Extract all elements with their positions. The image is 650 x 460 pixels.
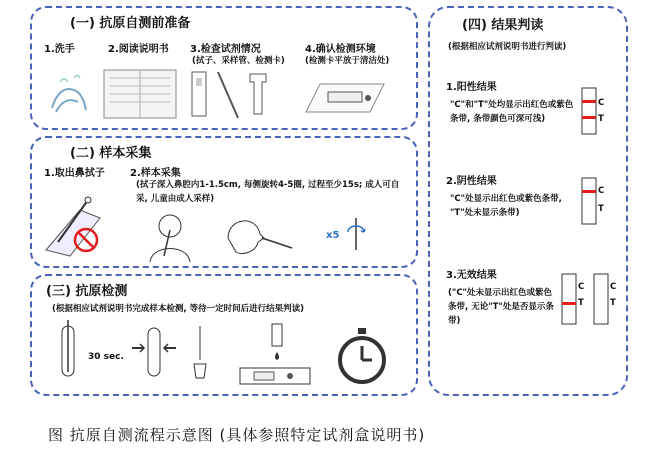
invalid-strip-2-icon	[592, 272, 622, 326]
sampling-desc: (拭子深入鼻腔内1-1.5cm, 每侧旋转4-5圈, 过程至少15s; 成人可自采, 儿童由成人采样)	[136, 180, 400, 204]
timer-label: 30 sec.	[88, 352, 124, 362]
step-sampling: 2.样本采集	[130, 168, 181, 179]
person-self-swab-icon	[140, 210, 200, 264]
kit-icon	[188, 66, 278, 124]
result-subtitle: (根据相应试剂说明书进行判读)	[448, 42, 567, 52]
swab-rotate-icon	[342, 214, 372, 254]
prep-title: (一) 抗原自测前准备	[70, 16, 191, 31]
stopwatch-icon	[332, 326, 392, 386]
dropper-tube-icon	[190, 324, 210, 384]
positive-title: 1.阳性结果	[446, 82, 497, 93]
step-take-swab: 1.取出鼻拭子	[44, 168, 105, 179]
rotate-count-label: x5	[326, 230, 340, 241]
negative-t-label: T	[598, 204, 604, 214]
wash-hands-icon	[44, 70, 94, 120]
invalid2-t-label: T	[610, 298, 616, 308]
step-read-manual: 2.阅读说明书	[108, 44, 169, 55]
invalid2-c-label: C	[610, 282, 617, 292]
detection-title: (三) 抗原检测	[46, 284, 128, 299]
step-check-env: 4.确认检测环境	[305, 44, 376, 55]
result-title: (四) 结果判读	[462, 18, 544, 33]
detection-desc: (根据相应试剂说明书完成样本检测, 等待一定时间后进行结果判读)	[52, 304, 304, 314]
positive-c-label: C	[598, 98, 605, 108]
drop-test-card-icon	[234, 322, 314, 388]
step-wash-hands: 1.洗手	[44, 44, 75, 55]
invalid-strip-1-icon	[560, 272, 590, 326]
invalid-desc: ("C"处未显示出红色或紫色条带, 无论"T"处是否显示条带)	[448, 288, 554, 326]
negative-desc: "C"处显示出红色或紫色条带, "T"处未显示条带)	[450, 194, 562, 218]
invalid1-c-label: C	[578, 282, 585, 292]
negative-c-label: C	[598, 186, 605, 196]
positive-t-label: T	[598, 114, 604, 124]
figure-caption: 图 抗原自测流程示意图 (具体参照特定试剂盒说明书)	[48, 426, 426, 444]
tube-icon	[56, 320, 80, 386]
squeeze-tube-icon	[126, 320, 182, 386]
invalid1-t-label: T	[578, 298, 584, 308]
step-check-env-sub: (检测卡平放于清洁处)	[305, 56, 390, 66]
manual-icon	[100, 66, 180, 122]
person-profile-swab-icon	[222, 208, 302, 264]
negative-title: 2.阴性结果	[446, 176, 497, 187]
step-check-kit: 3.检查试剂情况	[190, 44, 261, 55]
no-touch-icon	[72, 226, 100, 254]
test-card-icon	[300, 76, 390, 120]
positive-strip-icon	[580, 86, 610, 136]
sampling-title: (二) 样本采集	[70, 146, 152, 161]
positive-desc: "C"和"T"处均显示出红色或紫色条带, 条带颜色可深可浅)	[450, 100, 574, 124]
invalid-title: 3.无效结果	[446, 270, 497, 281]
step-check-kit-sub: (拭子、采样管、检测卡)	[192, 56, 285, 66]
negative-strip-icon	[580, 176, 610, 226]
